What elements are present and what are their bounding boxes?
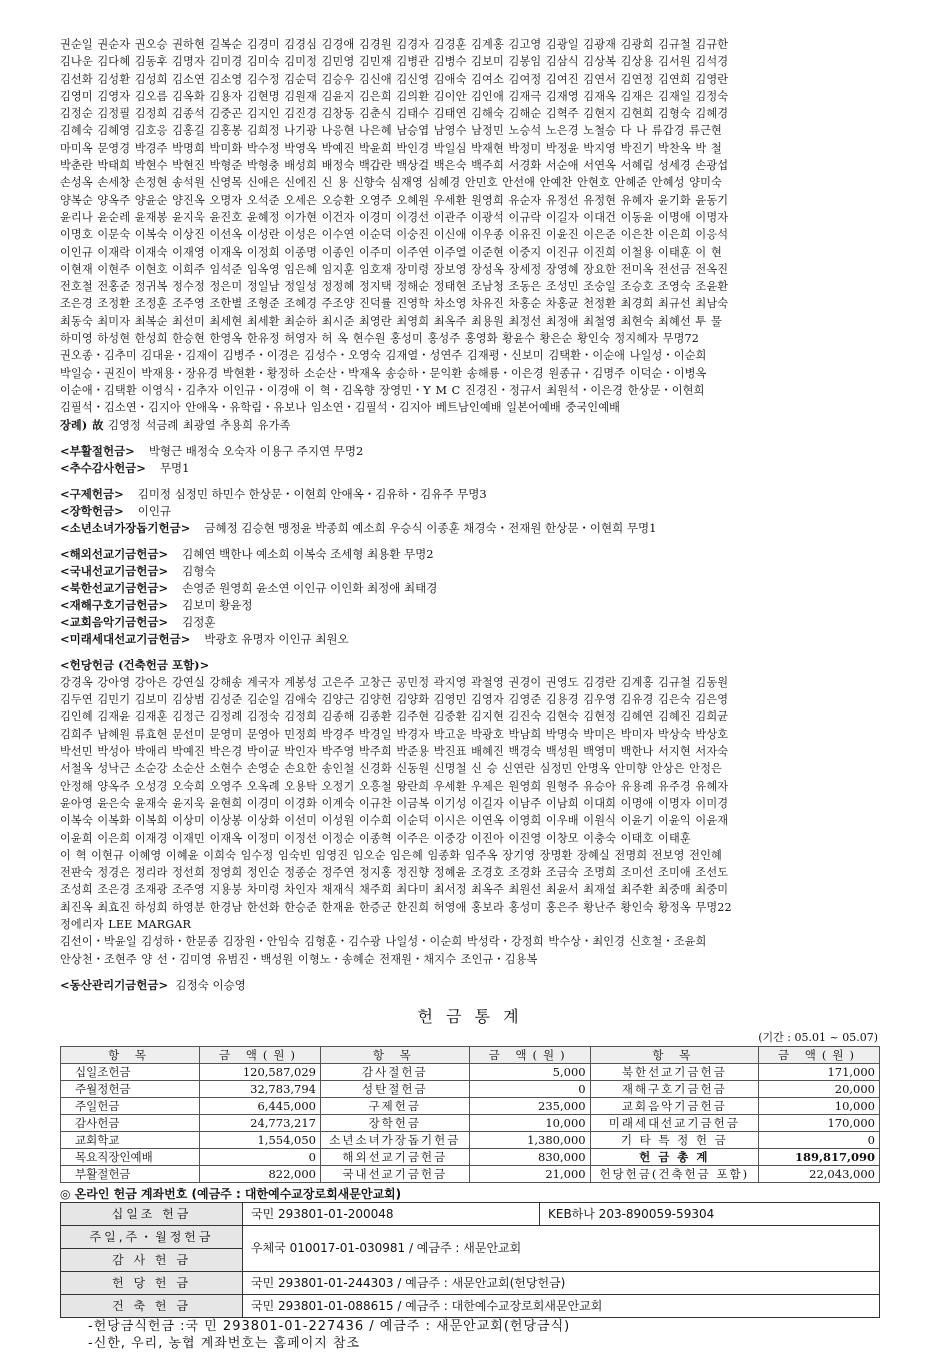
stats-item: 주일헌금 [61, 1097, 200, 1114]
building-offering-label: <헌당헌금 (건축헌금 포함)> [60, 657, 210, 672]
name-line: 양복순 양옥주 양윤순 양진옥 오명자 오석준 오세은 오승환 오영주 오혜원 우세환 원영희 유순자 유정선 유정현 유혜자 윤기화 윤동기 [60, 193, 729, 207]
name-line: 윤리나 윤순레 윤재봉 윤지욱 윤진호 윤혜정 이가현 이건자 이경미 이경선 이관주 이광석 이규락 이길자 이대건 이동윤 이명애 이명자 [60, 210, 729, 224]
account-label: 감 사 헌 금 [61, 1248, 243, 1271]
stats-item: 북한선교기금헌금 [590, 1063, 758, 1080]
offering-category-label: <미래세대선교기금헌금> [60, 631, 191, 646]
stats-amount: 0 [200, 1148, 321, 1165]
stats-item: 소년소녀가장돕기헌금 [321, 1131, 470, 1148]
note-line: -헌당금식헌금 :국 민 293801-01-227436 / 예금주 : 새문안교회(헌당금식) [88, 1318, 571, 1334]
name-line: 김선화 김성환 김성희 김소연 김소영 김수정 김순덕 김승우 김신애 김신영 김애숙 김여소 김여정 김여진 김연서 김연정 김연희 김영란 [60, 72, 729, 86]
stats-item: 헌당헌금(건축헌금 포함) [590, 1165, 758, 1182]
stats-amount: 0 [469, 1080, 590, 1097]
stats-header-row [61, 1046, 880, 1063]
stats-item: 십일조헌금 [61, 1063, 200, 1080]
name-line: 강경옥 강아영 강아은 강연실 강해송 계국자 계봉성 고은주 고창근 공민정 곽지영 곽철영 권경이 권영도 김경란 김계홍 김규철 김동원 [60, 675, 729, 689]
offering-category-label: <국내선교기금헌금> [60, 563, 169, 578]
name-line: 김혜숙 김혜영 김호응 김홍길 김홍봉 김희정 나기광 나응현 나은혜 남승엽 남영수 남정민 노승석 노은경 노철승 다 나 류갑경 류근현 [60, 124, 722, 138]
stats-row [61, 1063, 880, 1080]
stats-amount: 0 [759, 1131, 880, 1148]
account-row [61, 1294, 880, 1317]
relief-scholarship-section [60, 486, 880, 537]
building-offering-names [60, 674, 880, 968]
stats-amount: 235,000 [469, 1097, 590, 1114]
name-line: 이복숙 이복화 이복희 이상미 이상봉 이상화 이선미 이성원 이수희 이순덕 이시은 이연옥 이영희 이우배 이원식 이윤기 이윤익 이윤재 [60, 814, 729, 828]
account-row [61, 1271, 880, 1294]
building-offering-section [60, 657, 880, 968]
property-fund-section [60, 977, 880, 994]
name-line: 최동숙 최미자 최복순 최선미 최세현 최세환 최순하 최시준 최영란 최영희 최옥주 최용원 최정선 최정애 최철영 최현숙 최혜선 투 물 [60, 314, 722, 328]
stats-item: 기 타 특 정 헌 금 [590, 1131, 758, 1148]
col-amount: 금 액(원) [759, 1046, 880, 1063]
stats-amount: 21,000 [469, 1165, 590, 1182]
stats-item: 해외선교기금헌금 [321, 1148, 470, 1165]
stats-item: 감사절헌금 [321, 1063, 470, 1080]
name-line: 이 혁 이현규 이혜영 이혜윤 이희숙 임수정 임숙빈 임영진 임오순 임은혜 임종화 임주옥 장기영 장명환 장혜실 전명희 전보영 전인혜 [60, 848, 722, 862]
name-line: 이인규 이재락 이재숙 이재영 이재옥 이정희 이종명 이종인 이주미 이주연 이주열 이준현 이중지 이진규 이진희 이철용 이태훈 이 현 [60, 245, 722, 259]
account-row [61, 1225, 880, 1248]
account-number: 국민 293801-01-088615 / 예금주 : 대한예수교장로회새문안교회 [243, 1294, 880, 1317]
stats-amount: 1,380,000 [469, 1131, 590, 1148]
offering-category [60, 597, 880, 614]
offering-category-label: <교회음악기금헌금> [60, 614, 169, 629]
offering-category-names: 김혜연 백한나 예소희 이복숙 조세형 최용환 무명2 [182, 546, 434, 561]
offering-category-label: <소년소녀가장돕기헌금> [60, 520, 191, 535]
account-label: 십일조 헌금 [61, 1202, 243, 1225]
property-fund-names: 김정숙 이승영 [175, 977, 246, 992]
offering-stats-table [60, 1046, 880, 1183]
name-line: 권순일 권순자 권오승 권하현 길복순 김경미 김경심 김경애 김경원 김경자 김경훈 김계홍 김고영 김광일 김광재 김광희 김규철 김규한 [60, 38, 729, 51]
name-line: 최진옥 최효진 하성희 하영분 한경남 한선화 한승준 한재윤 한증군 한진희 허영애 홍보라 홍성미 홍은주 황난주 황인숙 황정옥 무명22 [60, 900, 732, 914]
name-line: 이명호 이문숙 이복숙 이상진 이선옥 이성란 이성은 이수연 이순덕 이숭진 이신애 이우종 이유진 이윤진 이은준 이은찬 이은희 이응석 [60, 228, 729, 242]
offering-category [60, 443, 880, 460]
stats-title: 헌 금 통 계 [417, 1006, 523, 1026]
stats-item: 교회학교 [61, 1131, 200, 1148]
name-line: 김두연 김민기 김보미 김상범 김성준 김순일 김애숙 김양근 김양헌 김양화 김영민 김영자 김영준 김용경 김우영 김유경 김은숙 김은영 [60, 693, 729, 707]
name-line: 마미옥 문영경 박경주 박명희 박미화 박수정 박영옥 박예진 박윤희 박인경 박일심 박재현 박정미 박정윤 박지영 박진기 박찬옥 박 철 [60, 141, 722, 155]
name-line: 박선민 박성아 박애리 박예진 박은경 박이균 박인자 박주영 박주희 박준용 박진표 배혜진 백경숙 백성원 백영미 백한나 서지현 서자숙 [60, 745, 729, 759]
name-line: 정에리자 LEE MARGAR [60, 917, 192, 931]
offering-category-names: 김형숙 [182, 563, 216, 578]
name-line: 박춘란 박태희 박현수 박현진 박형준 박형충 배성희 배정숙 백갑란 백상걸 백은숙 백주희 서경화 서순애 서연옥 서혜림 성세경 손광섭 [60, 159, 729, 173]
stats-item: 교회음악기금헌금 [590, 1097, 758, 1114]
offering-category-names: 김미정 심정민 하민수 한상문・이현희 안애옥・김유하・김유주 무명3 [137, 486, 487, 501]
stats-amount: 32,783,794 [200, 1080, 321, 1097]
offering-page [60, 36, 880, 1352]
property-fund-label: <동산관리기금헌금> [60, 977, 169, 992]
stats-amount: 1,554,050 [200, 1131, 321, 1148]
col-item: 항 목 [61, 1046, 200, 1063]
funeral-names: 김영정 석금례 최광열 추용희 유가족 [108, 418, 291, 432]
stats-period: (기간 : 05.01 ~ 05.07) [758, 1030, 878, 1044]
offering-category-label: <장학헌금> [60, 503, 124, 518]
note-line: -신한, 우리, 농협 계좌번호는 홈페이지 참조 [88, 1335, 361, 1351]
stats-amount: 822,000 [200, 1165, 321, 1182]
funeral-line [60, 417, 880, 434]
name-line: 하미영 하성현 한성희 한승현 한영옥 한유정 허영자 허 옥 현수원 홍성미 홍성주 홍영화 황윤수 황은순 황인숙 정지혜자 무명72 [60, 332, 699, 346]
account-number: 국민 293801-01-200048 [243, 1202, 540, 1225]
stats-item: 구제헌금 [321, 1097, 470, 1114]
stats-item: 미래세대선교기금헌금 [590, 1114, 758, 1131]
offering-category [60, 580, 880, 597]
name-line: 김나운 김다혜 김동후 김명자 김미경 김미숙 김미정 김민영 김민재 김병관 김병수 김보미 김봉임 김삼식 김상복 김상용 김서원 김석경 [60, 55, 729, 69]
name-line: 이윤희 이은희 이재경 이재민 이재옥 이정미 이정선 이정순 이종혁 이주은 이중강 이진아 이진영 이창모 이충숙 이태호 이태훈 [60, 831, 691, 845]
name-line: 손성옥 손세창 손정현 송석원 신영목 신애은 신에진 신 용 신향숙 심재영 심혜경 안민호 안선애 안예찬 안현호 안혜준 안혜성 양미숙 [60, 176, 722, 190]
stats-item: 부활절헌금 [61, 1165, 200, 1182]
account-table [60, 1202, 880, 1318]
stats-amount: 5,000 [469, 1063, 590, 1080]
stats-amount: 830,000 [469, 1148, 590, 1165]
name-line: 김인혜 김재윤 김재훈 김정근 김정례 김정숙 김정희 김종해 김종환 김주현 김중환 김지현 김진숙 김현숙 김현정 김혜연 김혜진 김희균 [60, 710, 729, 724]
offering-category [60, 460, 880, 477]
stats-item: 재해구호기금헌금 [590, 1080, 758, 1097]
name-line: 서철옥 성낙근 소순강 소순산 소현수 손영순 손요한 송인철 신경화 신동원 신명철 신 승 신연란 심정민 안명옥 안미향 안상은 안정은 [60, 762, 722, 776]
stats-amount: 170,000 [759, 1114, 880, 1131]
offering-category-names: 금혜정 김승현 맹정윤 박종희 예소희 우승식 이종훈 채경숙・전재원 한상문・이현희 무명1 [204, 520, 657, 535]
col-amount: 금 액(원) [469, 1046, 590, 1063]
account-label: 헌 당 헌 금 [61, 1271, 243, 1294]
col-amount: 금 액(원) [200, 1046, 321, 1063]
stats-row [61, 1114, 880, 1131]
name-line: 전판숙 정경은 정리라 정선희 정영희 정인순 정종순 정주연 정지홍 정진향 정혜윤 조경호 조경화 조금숙 조명희 조미선 조미애 조선도 [60, 866, 729, 880]
col-item: 항 목 [321, 1046, 470, 1063]
name-line: 조성희 조은경 조재광 조주영 지용붕 차미령 차인자 채재식 채주희 최다미 최서정 최옥주 최원선 최윤서 최재설 최주환 최중매 최중미 [60, 883, 729, 897]
offering-category [60, 486, 880, 503]
stats-amount: 10,000 [759, 1097, 880, 1114]
offering-category-names: 박광호 유명자 이인규 최원오 [204, 631, 349, 646]
stats-item: 주월정헌금 [61, 1080, 200, 1097]
easter-thanksgiving-section [60, 443, 880, 477]
offering-category-names: 김정훈 [182, 614, 216, 629]
offering-category-names: 박형근 배정숙 오숙자 이용구 주지연 무명2 [148, 443, 364, 458]
offering-category [60, 614, 880, 631]
offering-category [60, 503, 880, 520]
stats-item: 장학헌금 [321, 1114, 470, 1131]
name-line: 윤아영 윤은숙 윤재숙 윤지욱 윤현희 이경미 이경화 이계숙 이규찬 이금복 이기성 이길자 이남주 이남희 이대희 이명애 이명자 이미경 [60, 796, 729, 810]
offering-category [60, 631, 880, 648]
account-number: 국민 293801-01-244303 / 예금주 : 새문안교회(헌당헌금) [243, 1271, 880, 1294]
offering-category-names: 무명1 [159, 460, 190, 475]
stats-item: 국내선교기금헌금 [321, 1165, 470, 1182]
col-item: 항 목 [590, 1046, 758, 1063]
account-number: 우체국 010017-01-030981 / 예금주 : 새문안교회 [243, 1225, 880, 1271]
offering-category-label: <구제헌금> [60, 486, 124, 501]
offering-category [60, 546, 880, 563]
mission-fund-section [60, 546, 880, 648]
name-line: 안정해 양옥주 오성경 오숙희 오영주 오옥례 오용탁 오정기 오흥철 왕란희 우세환 우제은 원영희 원형주 유승아 유용례 유주경 유혜자 [60, 779, 729, 793]
offering-category-label: <재해구호기금헌금> [60, 597, 169, 612]
account-label: 주일,주・월정헌금 [61, 1225, 243, 1248]
offering-category-label: <북한선교기금헌금> [60, 580, 169, 595]
stats-amount: 120,587,029 [200, 1063, 321, 1080]
stats-amount: 20,000 [759, 1080, 880, 1097]
stats-row [61, 1097, 880, 1114]
account-label: 건 축 헌 금 [61, 1294, 243, 1317]
account-heading: ◎ 온라인 헌금 계좌번호 (예금주 : 대한예수교장로회새문안교회) [60, 1186, 402, 1201]
stats-row [61, 1148, 880, 1165]
name-line: 이현재 이현주 이현호 이희주 임석준 임옥영 임은혜 임지훈 임호재 장미령 장보영 장성옥 장세정 장영혜 장요한 전미옥 전선금 전옥진 [60, 262, 729, 276]
name-line: 조은경 조정환 조정훈 조주영 조한별 조형준 조혜경 주조양 진덕률 진영학 차소영 차유진 차홍순 차홍균 천정환 최경희 최규선 최남숙 [60, 297, 729, 311]
stats-row [61, 1131, 880, 1148]
stats-amount: 189,817,090 [759, 1148, 880, 1165]
funeral-label: 장례) 故 [60, 417, 104, 432]
offering-category-names: 이인규 [137, 503, 172, 518]
name-line: 김필석・김소연・김지아 안애옥・유학림・유보나 임소연・김필석・김지아 베트남인예배 일본어예배 중국인예배 [60, 401, 621, 415]
stats-row [61, 1080, 880, 1097]
name-line: 김영미 김영자 김오름 김옥화 김용자 김현명 김원재 김윤지 김은희 김의환 김이안 김인애 김재극 김재영 김재옥 김재은 김재일 김정숙 [60, 89, 729, 103]
offering-names-list [60, 36, 880, 417]
stats-amount: 171,000 [759, 1063, 880, 1080]
name-line: 김정순 김정필 김정희 김종석 김중곤 김지인 김진경 김창동 김춘식 김태수 김태연 김해숙 김해순 김혁주 김현지 김현희 김형숙 김혜경 [60, 107, 729, 121]
stats-amount: 22,043,000 [759, 1165, 880, 1182]
name-line: 전호철 전홍준 정귀복 정수정 정은미 정일남 정일성 정정혜 정지택 정해순 정태현 조남청 조동은 조성민 조숭일 조승호 조영숙 조윤환 [60, 280, 729, 294]
name-line: 이순애・김택환 이영식・김추자 이인규・이경애 이 혁・김옥향 장영민・Y M C 진경진・정규서 최원석・이은경 한상문・이현희 [60, 383, 705, 397]
offering-category-label: <해외선교기금헌금> [60, 546, 169, 561]
offering-category-label: <부활절헌금> [60, 443, 135, 458]
name-line: 안상천・조현주 양 선・김미영 유범진・백성원 이형노・송혜순 전재원・채지수 조인규・김용복 [60, 952, 538, 966]
name-line: 김선이・박윤일 김성하・한문종 김장원・안임숙 김형훈・김수광 나일성・이순희 박성락・강정희 박수상・최인경 신호철・조윤희 [60, 935, 707, 949]
offering-category-label: <추수감사헌금> [60, 460, 146, 475]
name-line: 박일승・권진이 박재용・장유경 박현환・황정하 소순산・박재옥 송승하・문익환 송해룡・이은경 원종규・김명주 이덕순・이병옥 [60, 366, 707, 380]
name-line: 김희주 남혜원 류효현 문선미 문영미 문영아 민정희 박경주 박경일 박경자 박고운 박광호 박남희 박명숙 박미은 박미자 박상숙 박상호 [60, 727, 729, 741]
stats-amount: 24,773,217 [200, 1114, 321, 1131]
offering-category-names: 김보미 황윤정 [182, 597, 253, 612]
stats-item: 성탄절헌금 [321, 1080, 470, 1097]
account-row [61, 1202, 880, 1225]
account-notes [88, 1318, 880, 1352]
stats-amount: 10,000 [469, 1114, 590, 1131]
stats-item: 목요직장인예배 [61, 1148, 200, 1165]
account-number: KEB하나 203-890059-59304 [540, 1202, 880, 1225]
stats-item: 감사헌금 [61, 1114, 200, 1131]
name-line: 권오종・김추미 김대윤・김재이 김병주・이경은 김성수・오영숙 김재열・성연주 김재평・신보미 김택환・이순애 나일성・이순희 [60, 349, 707, 363]
offering-category [60, 563, 880, 580]
offering-category-names: 손영준 원영희 윤소연 이인규 이인화 최정애 최태경 [182, 580, 438, 595]
stats-amount: 6,445,000 [200, 1097, 321, 1114]
stats-row [61, 1165, 880, 1182]
stats-item: 헌 금 총 계 [590, 1148, 758, 1165]
offering-category [60, 520, 880, 537]
